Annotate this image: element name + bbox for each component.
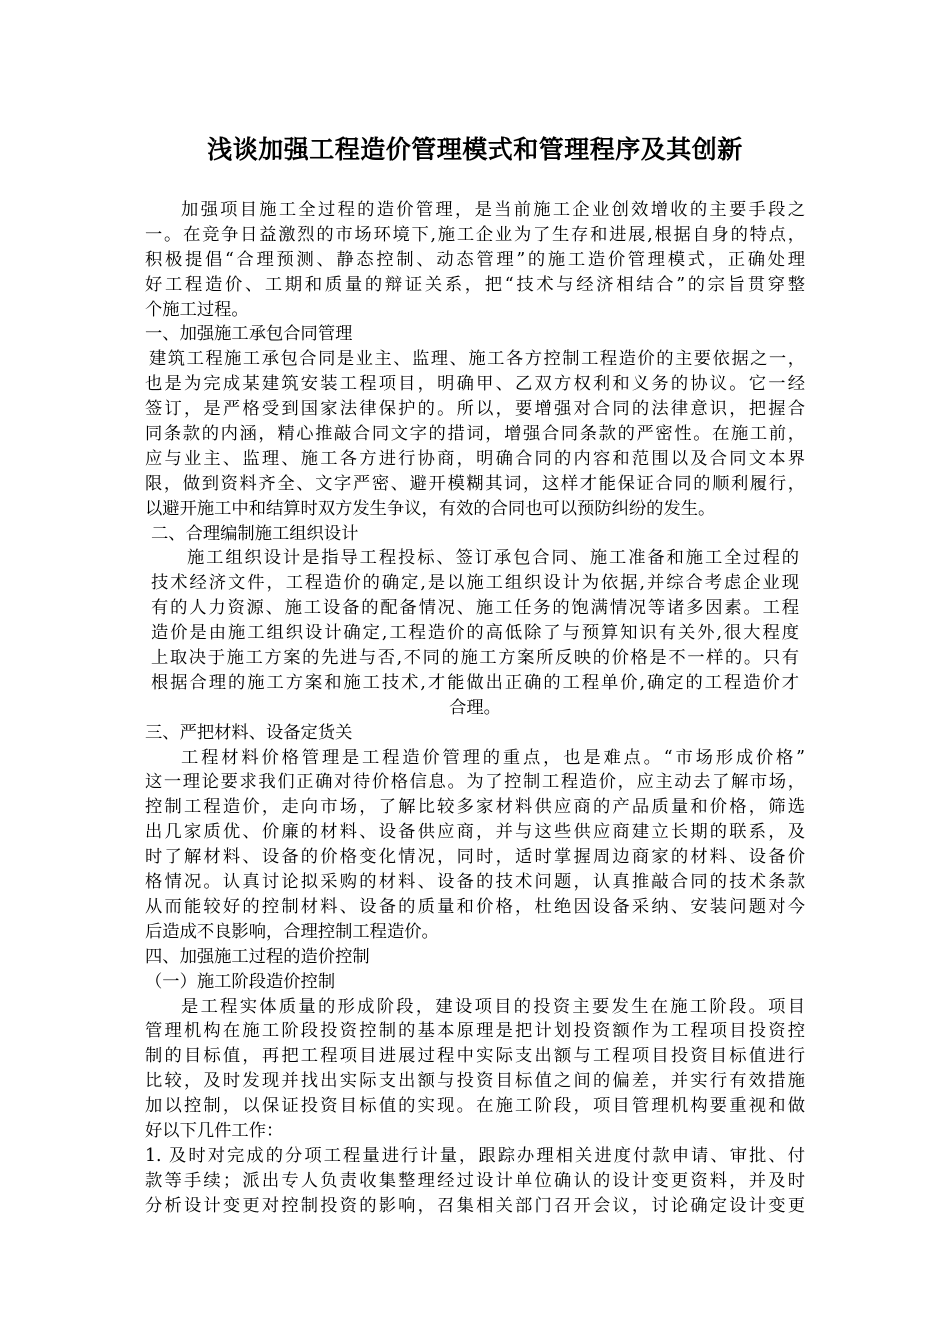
text-line: 时了解材料、设备的价格变化情况，同时，适时掌握周边商家的材料、设备价 xyxy=(145,847,805,868)
text-line: 也是为完成某建筑安装工程项目，明确甲、乙双方权利和义务的协议。它一经 xyxy=(145,374,805,395)
text-line: 加强项目施工全过程的造价管理，是当前施工企业创效增收的主要手段之 xyxy=(181,200,805,220)
section-paragraph xyxy=(145,546,805,720)
text-line: 应与业主、监理、施工各方进行协商，明确合同的内容和范围以及合同文本界 xyxy=(145,448,805,469)
text-line: 好工程造价、工期和质量的辩证关系，把“技术与经济相结合”的宗旨贯穿整 xyxy=(145,274,805,295)
text-line: 合理。 xyxy=(449,697,501,718)
text-line: 一。在竞争日益激烈的市场环境下,施工企业为了生存和进展,根据自身的特点， xyxy=(145,224,805,245)
text-line: 这一理论要求我们正确对待价格信息。为了控制工程造价，应主动去了解市场， xyxy=(145,772,805,793)
section-paragraph xyxy=(145,995,805,1144)
section-heading: 三、严把材料、设备定货关 xyxy=(145,722,353,743)
section-heading: 四、加强施工过程的造价控制 xyxy=(145,946,370,967)
text-line: 加以控制，以保证投资目标值的实现。在施工阶段，项目管理机构要重视和做 xyxy=(145,1096,805,1117)
text-line: 出几家质优、价廉的材料、设备供应商，并与这些供应商建立长期的联系，及 xyxy=(145,822,805,843)
text-line: 比较，及时发现并找出实际支出额与投资目标值之间的偏差，并实行有效措施 xyxy=(145,1071,805,1092)
text-line: 个施工过程。 xyxy=(145,299,249,320)
text-line: 建筑工程施工承包合同是业主、监理、施工各方控制工程造价的主要依据之一， xyxy=(149,349,805,370)
document-body xyxy=(145,198,805,1219)
text-line: 款等手续；派出专人负责收集整理经过设计单位确认的设计变更资料，并及时 xyxy=(145,1170,805,1191)
text-line: 技术经济文件，工程造价的确定,是以施工组织设计为依据,并综合考虑企业现 xyxy=(151,573,799,594)
text-line: 限，做到资料齐全、文字严密、避开模糊其词，这样才能保证合同的顺利履行， xyxy=(145,473,805,494)
section-paragraph xyxy=(145,347,805,521)
text-line: 后造成不良影响，合理控制工程造价。 xyxy=(145,921,439,942)
text-line: 从而能较好的控制材料、设备的质量和价格，杜绝因设备采纳、安装问题对今 xyxy=(145,896,805,917)
text-line: 1. 及时对完成的分项工程量进行计量，跟踪办理相关进度付款申请、审批、付 xyxy=(145,1145,805,1166)
intro-paragraph xyxy=(145,198,805,322)
text-line: 有的人力资源、施工设备的配备情况、施工任务的饱满情况等诸多因素。工程 xyxy=(151,598,799,619)
section-heading: 二、合理编制施工组织设计 xyxy=(151,523,359,544)
text-line: 以避开施工中和结算时双方发生争议，有效的合同也可以预防纠纷的发生。 xyxy=(145,498,716,519)
text-line: 分析设计变更对控制投资的影响，召集相关部门召开会议，讨论确定设计变更 xyxy=(145,1195,805,1216)
text-line: 根据合理的施工方案和施工技术,才能做出正确的工程单价,确定的工程造价才 xyxy=(151,672,799,693)
text-line: 施工组织设计是指导工程投标、签订承包合同、施工准备和施工全过程的 xyxy=(187,548,799,569)
text-line: 好以下几件工作： xyxy=(145,1120,284,1141)
text-line: 管理机构在施工阶段投资控制的基本原理是把计划投资额作为工程项目投资控 xyxy=(145,1021,805,1042)
text-line: 签订，是严格受到国家法律保护的。所以，要增强对合同的法律意识，把握合 xyxy=(145,399,805,420)
text-line: 制的目标值，再把工程项目进展过程中实际支出额与工程项目投资目标值进行 xyxy=(145,1046,805,1067)
subsection-heading: （一）施工阶段造价控制 xyxy=(145,971,336,992)
text-line: 造价是由施工组织设计确定,工程造价的高低除了与预算知识有关外,很大程度 xyxy=(151,623,799,644)
list-item xyxy=(145,1144,805,1219)
text-line: 格情况。认真讨论拟采购的材料、设备的技术问题，认真推敲合同的技术条款 xyxy=(145,872,805,893)
text-line: 是工程实体质量的形成阶段，建设项目的投资主要发生在施工阶段。项目 xyxy=(181,996,805,1017)
text-line: 上取决于施工方案的先进与否,不同的施工方案所反映的价格是不一样的。只有 xyxy=(151,648,799,669)
text-line: 工程材料价格管理是工程造价管理的重点，也是难点。“市场形成价格” xyxy=(181,747,805,768)
text-line: 同条款的内涵，精心推敲合同文字的措词，增强合同条款的严密性。在施工前， xyxy=(145,424,805,445)
section-paragraph xyxy=(145,746,805,945)
section-heading: 一、加强施工承包合同管理 xyxy=(145,324,353,345)
document-title: 浅谈加强工程造价管理模式和管理程序及其创新 xyxy=(207,135,743,164)
text-line: 积极提倡“合理预测、静态控制、动态管理”的施工造价管理模式，正确处理 xyxy=(145,249,805,270)
text-line: 控制工程造价，走向市场，了解比较多家材料供应商的产品质量和价格，筛选 xyxy=(145,797,805,818)
